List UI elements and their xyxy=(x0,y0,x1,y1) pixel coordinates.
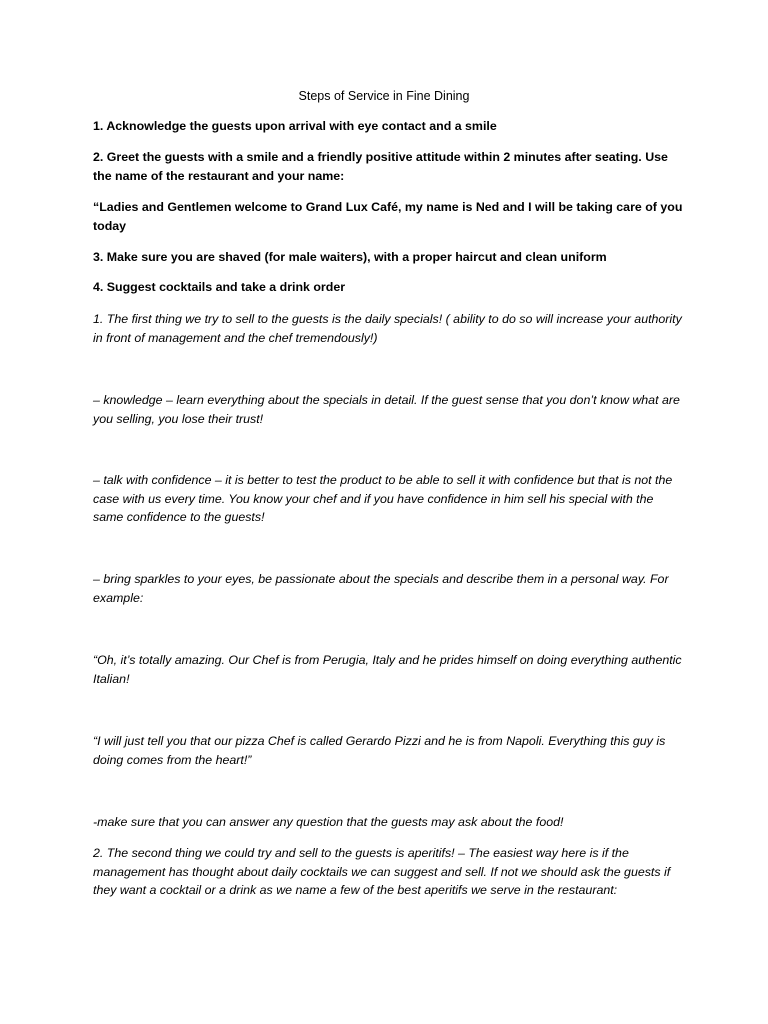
step-4-cocktails: 4. Suggest cocktails and take a drink order xyxy=(93,280,346,294)
example-quote-chef: “Oh, it’s totally amazing. Our Chef is from Perugia, Italy and he prides himself on doing everything authentic Italian! xyxy=(93,653,682,686)
aperitifs-paragraph: 2. The second thing we could try and sell to the guests is aperitifs! – The easiest way here is if the management has thought about daily cocktails we can suggest and sell. If not we should ask the guests if they want a cocktail or a drink as we name a few of the best aperitifs we serve in the restaurant: xyxy=(93,846,671,897)
tip-confidence: – talk with confidence – it is better to test the product to be able to sell it with confidence but that is not the case with us every time. You know your chef and if you have confidence in him sell his special with the same confidence to the guests! xyxy=(93,473,673,524)
tip-answer-questions: -make sure that you can answer any question that the guests may ask about the food! xyxy=(93,815,564,829)
document-title: Steps of Service in Fine Dining xyxy=(298,89,470,103)
specials-intro: 1. The first thing we try to sell to the guests is the daily specials! ( ability to do so will increase your authority in front of management and the chef tremendously!) xyxy=(93,312,682,345)
example-quote-pizza: “I will just tell you that our pizza Chef is called Gerardo Pizzi and he is from Napoli. Everything this guy is doing comes from the heart!” xyxy=(93,734,666,767)
tip-sparkles: – bring sparkles to your eyes, be passionate about the specials and describe them in a personal way. For example: xyxy=(93,572,669,605)
step-3-appearance: 3. Make sure you are shaved (for male waiters), with a proper haircut and clean uniform xyxy=(93,250,607,264)
tip-knowledge: – knowledge – learn everything about the specials in detail. If the guest sense that you don’t know what are you selling, you lose their trust! xyxy=(93,393,680,426)
greeting-quote: “Ladies and Gentlemen welcome to Grand Lux Café, my name is Ned and I will be taking care of you today xyxy=(93,200,683,233)
step-1-acknowledge: 1. Acknowledge the guests upon arrival with eye contact and a smile xyxy=(93,119,497,133)
step-2-greet: 2. Greet the guests with a smile and a friendly positive attitude within 2 minutes after seating. Use the name of the restaurant and your name: xyxy=(93,150,668,183)
